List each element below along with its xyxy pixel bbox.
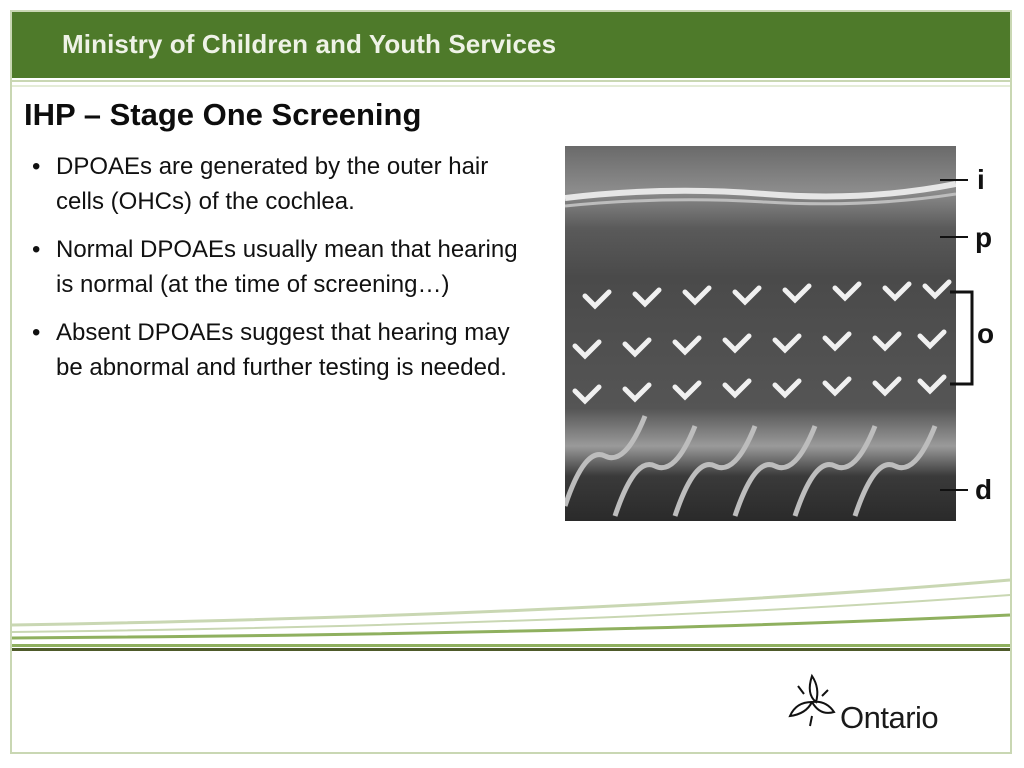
bullet-dot-icon: • (32, 236, 41, 263)
cochlea-micrograph (565, 146, 956, 521)
bullet-item (30, 150, 530, 219)
ontario-logo-text: Ontario (840, 700, 939, 735)
bullet-text: Normal DPOAEs usually mean that hearing is normal (at the time of screening…) (56, 236, 518, 298)
trillium-icon (784, 672, 844, 732)
micrograph-labels (940, 140, 1010, 520)
header-bar (12, 12, 1010, 78)
bullet-text: DPOAEs are generated by the outer hair cells (OHCs) of the cochlea. (56, 153, 489, 215)
slide-title: IHP – Stage One Screening (24, 97, 422, 132)
decorative-swoosh (0, 570, 1024, 660)
bullet-item (30, 316, 530, 385)
label-i: i (977, 164, 985, 195)
header-rule-thin (12, 85, 1010, 87)
header-title: Ministry of Children and Youth Services (62, 29, 557, 59)
bullet-dot-icon: • (32, 319, 41, 346)
label-p: p (975, 222, 993, 253)
label-d: d (975, 474, 993, 505)
header-rule (12, 80, 1010, 82)
bullet-dot-icon: • (32, 153, 41, 180)
bullet-list (30, 150, 530, 399)
bullet-text: Absent DPOAEs suggest that hearing may be abnormal and further testing is needed. (56, 319, 510, 381)
label-o: o (977, 318, 995, 349)
bullet-item (30, 233, 530, 302)
